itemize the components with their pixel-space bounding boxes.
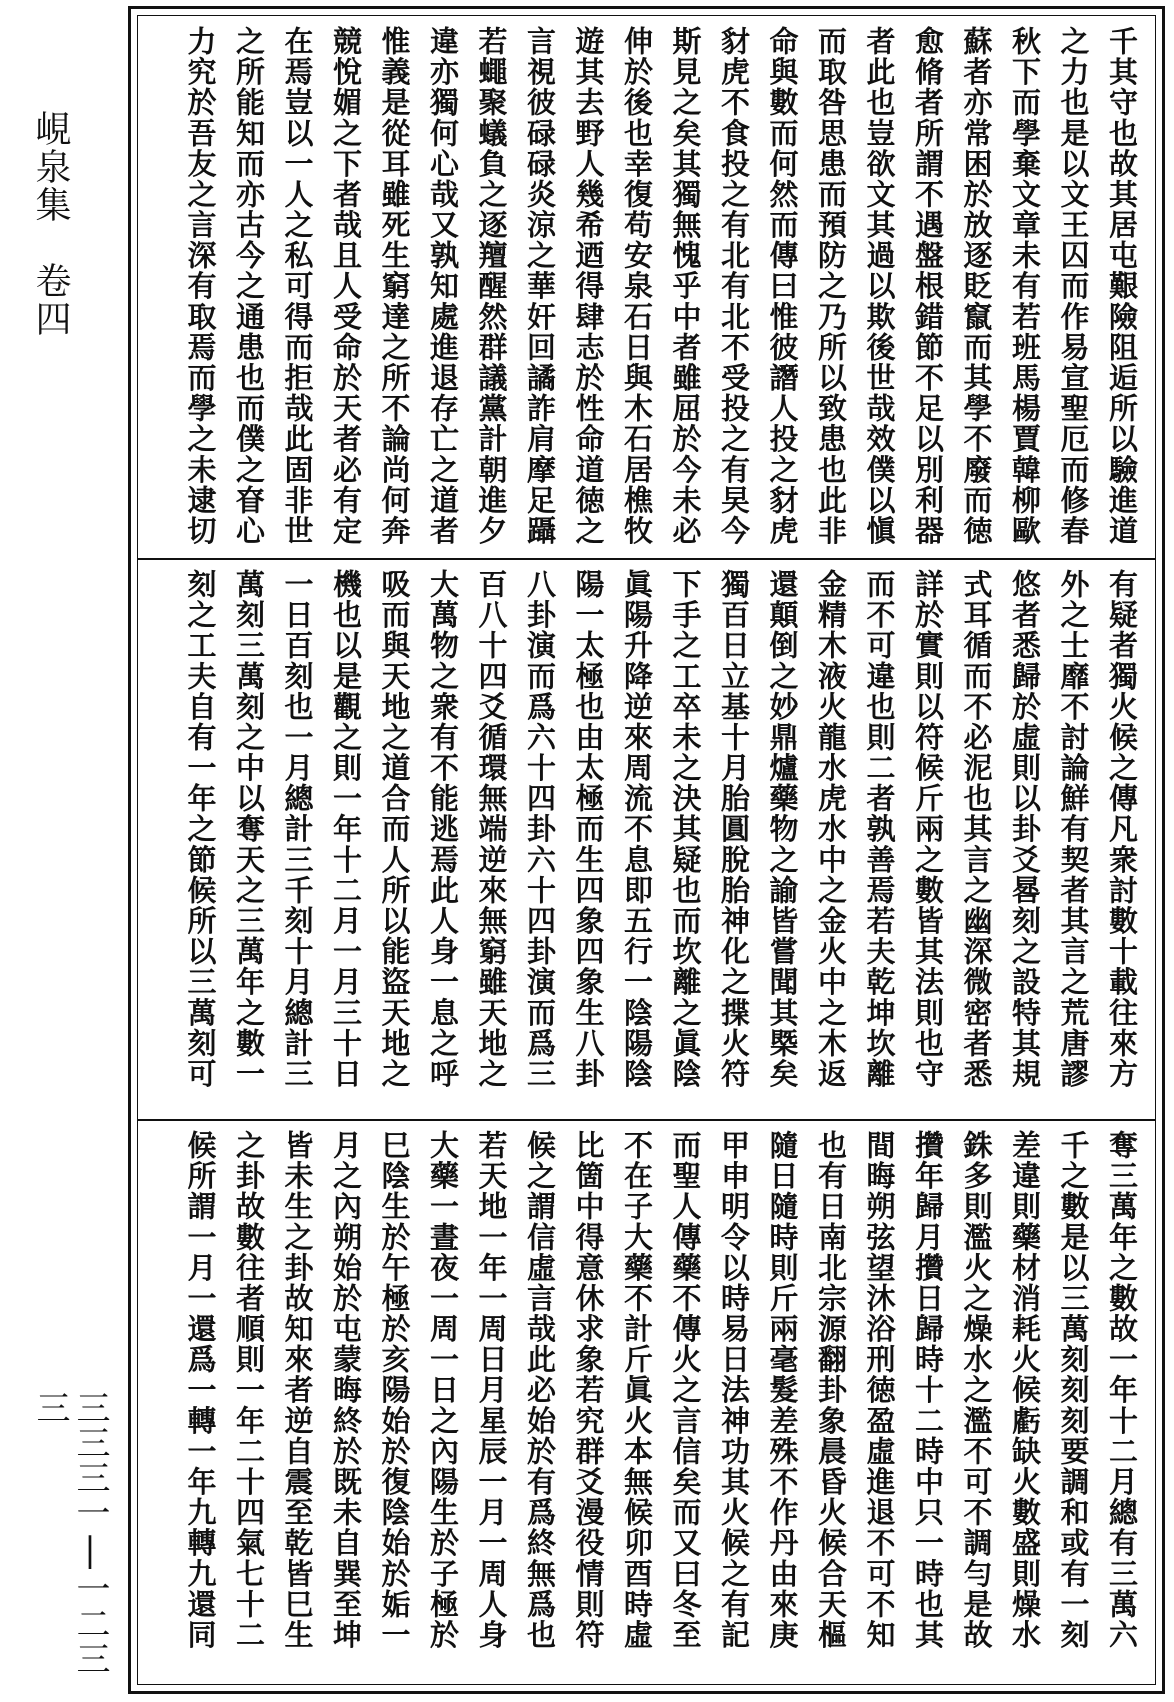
- text-column: 八卦演而爲六十四卦六十四卦演而爲三: [523, 569, 557, 1090]
- text-column: 悠者悉歸於虛則以卦爻晷刻之設特其規: [1008, 569, 1042, 1090]
- section-divider: [138, 558, 1155, 560]
- text-column: 甲申明令以時易日法神功其火候之有記: [717, 1130, 751, 1651]
- text-column: 萬刻三萬刻之中以奪天之三萬年之數一: [232, 569, 266, 1090]
- text-column: 眞陽升降逆來周流不息即五行一陰陽陰: [620, 569, 654, 1090]
- text-column: 比箇中得意休求象若究群爻漫役情則符: [571, 1130, 606, 1651]
- text-column: 候所謂一月一還爲一轉一年九轉九還同: [183, 1130, 218, 1651]
- text-column: 刻之工夫自有一年之節候所以三萬刻可: [183, 569, 218, 1090]
- text-column: 皆未生之卦故知來者逆自震至乾皆巳生: [280, 1130, 315, 1651]
- text-column: 若蠅聚蟻負之逐羶醒然群議黨計朝進夕: [474, 26, 509, 547]
- text-column: 不在子大藥不計斤眞火本無候卯酉時虛: [620, 1130, 654, 1651]
- text-column: 奪三萬年之數故一年十二月總有三萬六: [1105, 1130, 1139, 1651]
- text-column: 愈脩者所謂不遇盤根錯節不足以別利器: [911, 26, 945, 547]
- text-column: 言視彼碌碌炎涼之華奸回譎詐肩摩足躡: [523, 26, 557, 547]
- text-column: 獨百日立基十月胎圓脫胎神化之揲火符: [717, 569, 751, 1090]
- text-column: 者此也豈欲文其過以欺後世哉效僕以愼: [862, 26, 897, 547]
- text-column: 式耳循而不必泥也其言之幽深微密者悉: [959, 569, 994, 1090]
- text-column: 攢年歸月攢日歸時十二時中只一時也其: [911, 1130, 945, 1651]
- text-column: 之卦故數往者順則一年二十四氣七十二: [232, 1130, 266, 1651]
- text-column: 詳於實則以符候斤兩之數皆其法則也守: [911, 569, 945, 1090]
- page-frame: [128, 6, 1165, 1694]
- page-frame-inner: [137, 15, 1156, 1685]
- page-number: 三三三一|一二三三: [30, 1390, 110, 1676]
- text-column: 外之士靡不討論鮮有契者其言之荒唐謬: [1056, 569, 1091, 1090]
- text-column: 隨日隨時則斤兩毫髮差殊不作丹由來庚: [765, 1130, 800, 1651]
- text-column: 陽一太極也由太極而生四象四象生八卦: [571, 569, 606, 1090]
- text-column: 大萬物之衆有不能逃焉此人身一息之呼: [426, 569, 460, 1090]
- text-column: 還顛倒之妙鼎爐藥物之諭皆嘗聞其槩矣: [765, 569, 800, 1090]
- text-column: 千其守也故其居屯艱險阻逅所以驗進道: [1105, 26, 1139, 547]
- text-column: 秋下而學棄文章未有若班馬楊賈韓柳歐: [1008, 26, 1042, 547]
- text-column: 之所能知而亦古今之通患也而僕之眘心: [232, 26, 266, 547]
- text-column: 銖多則濫火之燥水之濫不可不調勻是故: [959, 1130, 994, 1651]
- text-column: 大藥一晝夜一周一日之內陽生於子極於: [426, 1130, 460, 1651]
- text-column: 之力也是以文王囚而作易宣聖厄而修春: [1056, 26, 1091, 547]
- text-column: 而聖人傳藥不傳火之言信矣而又曰冬至: [668, 1130, 703, 1651]
- text-column: 機也以是觀之則一年十二月一月三十日: [329, 569, 363, 1090]
- text-column: 命與數而何然而傳曰惟彼譖人投之豺虎: [765, 26, 800, 547]
- text-column: 月之內朔始於屯蒙晦終於既未自巽至坤: [329, 1130, 363, 1651]
- margin-title: 峴泉集 卷四: [30, 110, 71, 338]
- text-column: 候之謂信虛言哉此必始於有爲終無爲也: [523, 1130, 557, 1651]
- text-column: 而取咎思患而預防之乃所以致患也此非: [814, 26, 848, 547]
- text-column: 在焉豈以一人之私可得而拒哉此固非世: [280, 26, 315, 547]
- text-column: 豺虎不食投之有北有北不受投之有旲今: [717, 26, 751, 547]
- section-divider: [138, 1119, 1155, 1121]
- text-column: 吸而與天地之道合而人所以能盜天地之: [377, 569, 412, 1090]
- text-column: 巳陰生於午極於亥陽始於復陰始於姤一: [377, 1130, 412, 1651]
- text-column: 百八十四爻循環無端逆來無窮雖天地之: [474, 569, 509, 1090]
- text-column: 蘇者亦常困於放逐貶竄而其學不廢而徳: [959, 26, 994, 547]
- text-column: 違亦獨何心哉又孰知處進退存亡之道者: [426, 26, 460, 547]
- text-column: 也有日南北宗源翻卦象晨昏火候合天樞: [814, 1130, 848, 1651]
- text-column: 有疑者獨火候之傳凡衆討數十載往來方: [1105, 569, 1139, 1090]
- text-column: 一日百刻也一月總計三千刻十月總計三: [280, 569, 315, 1090]
- text-column: 若天地一年一周日月星辰一月一周人身: [474, 1130, 509, 1651]
- text-column: 競悅媚之下者哉且人受命於天者必有定: [329, 26, 363, 547]
- text-column: 惟義是從耳雖死生窮達之所不論尚何奔: [377, 26, 412, 547]
- text-column: 伸於後也幸復苟安泉石日與木石居樵牧: [620, 26, 654, 547]
- text-column: 遊其去野人幾希迺得肆志於性命道徳之: [571, 26, 606, 547]
- text-column: 力究於吾友之言深有取焉而學之未逮切: [183, 26, 218, 547]
- text-column: 千之數是以三萬刻刻刻要調和或有一刻: [1056, 1130, 1091, 1651]
- text-column: 金精木液火龍水虎水中之金火中之木返: [814, 569, 848, 1090]
- text-column: 差違則藥材消耗火候虧缺火數盛則燥水: [1008, 1130, 1042, 1651]
- text-column: 斯見之矣其獨無愧乎中者雖屈於今未必: [668, 26, 703, 547]
- text-column: 而不可違也則二者孰善焉若夫乾坤坎離: [862, 569, 897, 1090]
- text-column: 間晦朔弦望沐浴刑徳盈虛進退不可不知: [862, 1130, 897, 1651]
- text-column: 下手之工卒未之決其疑也而坎離之眞陰: [668, 569, 703, 1090]
